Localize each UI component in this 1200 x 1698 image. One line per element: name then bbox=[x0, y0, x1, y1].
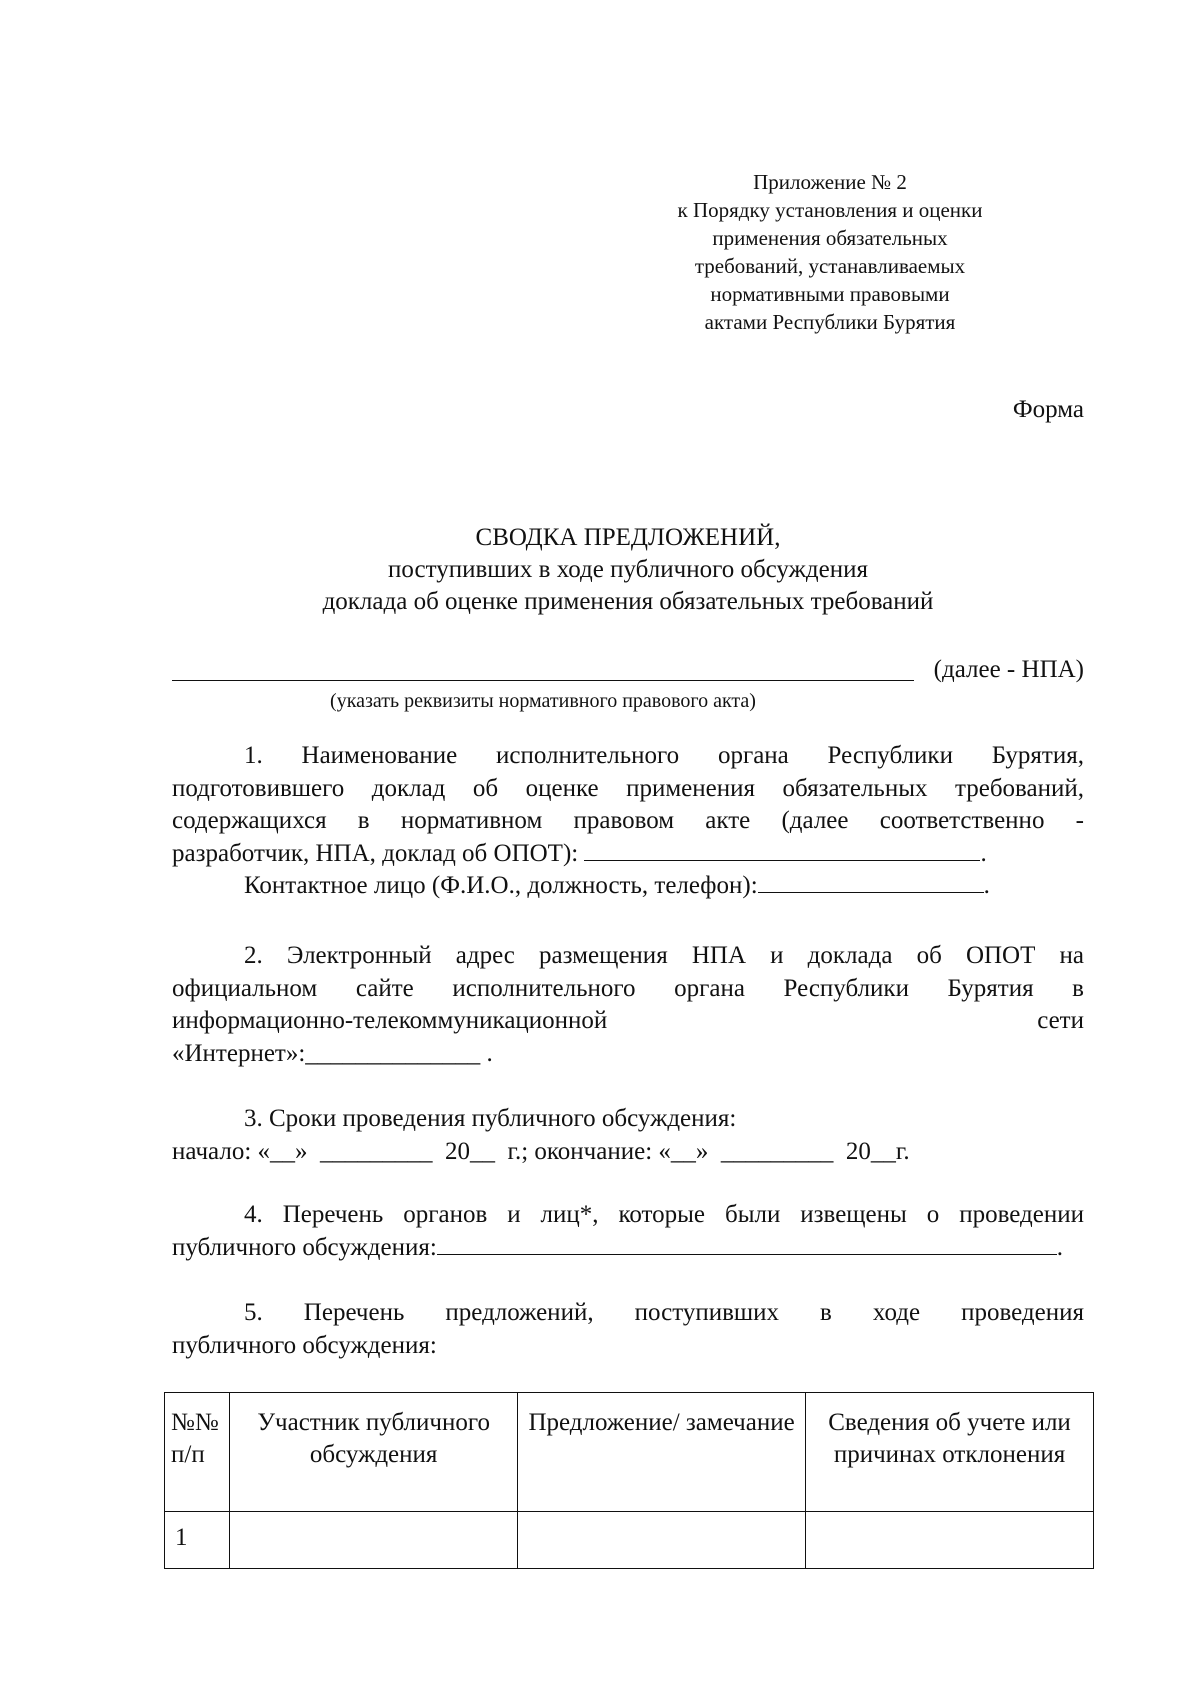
appendix-line: Приложение № 2 bbox=[753, 170, 907, 194]
appendix-line: к Порядку установления и оценки bbox=[677, 198, 983, 222]
section-1-line-2: подготовившего доклад об оценке применения обязательных требований, bbox=[172, 774, 1084, 802]
section-5-line-1: 5. Перечень предложений, поступивших в ходе проведения bbox=[244, 1299, 1084, 1326]
internet-address-line: «Интернет»:______________ . bbox=[172, 1039, 493, 1067]
table-header-row bbox=[165, 1393, 1094, 1512]
table-cell-number: 1 bbox=[165, 1512, 230, 1569]
table-cell-proposal[interactable] bbox=[518, 1512, 806, 1569]
title-main: СВОДКА ПРЕДЛОЖЕНИЙ, bbox=[475, 524, 781, 551]
section-1 bbox=[172, 740, 1084, 903]
discussion-dates-line: начало: «__» _________ 20__ г.; окончание: «__» _________ 20__г. bbox=[172, 1137, 910, 1165]
appendix-line: нормативными правовыми bbox=[710, 282, 950, 306]
npa-field-line bbox=[172, 654, 1084, 686]
title-line-2: поступивших в ходе публичного обсуждения bbox=[388, 556, 868, 583]
section-2-line-1: 2. Электронный адрес размещения НПА и доклада об ОПОТ на bbox=[244, 942, 1084, 969]
npa-blank-field[interactable] bbox=[172, 680, 914, 681]
table-cell-participant[interactable] bbox=[230, 1512, 518, 1569]
proposals-table bbox=[164, 1392, 1094, 1569]
section-2-line-3-left: информационно-телекоммуникационной bbox=[172, 1007, 608, 1034]
form-label: Форма bbox=[1012, 396, 1084, 423]
appendix-line: требований, устанавливаемых bbox=[694, 254, 966, 278]
table-header-proposal: Предложение/ замечание bbox=[518, 1393, 806, 1512]
section-2 bbox=[172, 940, 1084, 1070]
section-4-line-1: 4. Перечень органов и лиц*, которые были извещены о проведении bbox=[244, 1201, 1084, 1228]
appendix-line: применения обязательных bbox=[712, 226, 948, 250]
section-2-line-3-right: сети bbox=[1037, 1007, 1084, 1034]
developer-blank-field[interactable] bbox=[584, 860, 980, 861]
section-3-line-1: 3. Сроки проведения публичного обсуждения: bbox=[244, 1105, 737, 1132]
npa-hint: (указать реквизиты нормативного правового акта) bbox=[330, 690, 756, 712]
notified-label: публичного обсуждения: bbox=[172, 1233, 437, 1261]
title-line-3: доклада об оценке применения обязательных требований bbox=[322, 588, 934, 615]
appendix-line: актами Республики Бурятия bbox=[704, 310, 956, 334]
section-2-line-2: официальном сайте исполнительного органа Республики Бурятия в bbox=[172, 974, 1084, 1002]
notified-blank-field[interactable] bbox=[437, 1254, 1057, 1255]
section-1-line-1: 1. Наименование исполнительного органа Республики Бурятия, bbox=[244, 742, 1084, 769]
section-2-line-3 bbox=[172, 1005, 1084, 1038]
document-title bbox=[172, 522, 1084, 618]
table-row bbox=[165, 1512, 1094, 1569]
table-header-number: №№ п/п bbox=[165, 1393, 230, 1512]
appendix-header bbox=[640, 168, 1020, 336]
table-header-participant: Участник публичного обсуждения bbox=[230, 1393, 518, 1512]
npa-suffix: (далее - НПА) bbox=[933, 656, 1084, 683]
contact-label: Контактное лицо (Ф.И.О., должность, телефон): bbox=[244, 872, 758, 899]
developer-label: разработчик, НПА, доклад об ОПОТ): bbox=[172, 839, 579, 867]
section-3 bbox=[172, 1103, 1084, 1168]
table-cell-status[interactable] bbox=[806, 1512, 1094, 1569]
section-1-line-3: содержащихся в нормативном правовом акте (далее соответственно - bbox=[172, 807, 1084, 834]
section-1-line-4: разработчик, НПА, доклад об ОПОТ): . bbox=[172, 839, 987, 867]
contact-blank-field[interactable] bbox=[758, 892, 984, 893]
section-4 bbox=[172, 1199, 1084, 1264]
section-5-line-2: публичного обсуждения: bbox=[172, 1331, 437, 1359]
section-4-line-2: публичного обсуждения: . bbox=[172, 1233, 1064, 1261]
section-5 bbox=[172, 1297, 1084, 1362]
contact-line: Контактное лицо (Ф.И.О., должность, телефон): . bbox=[244, 872, 990, 899]
table-header-status: Сведения об учете или причинах отклонения bbox=[806, 1393, 1094, 1512]
